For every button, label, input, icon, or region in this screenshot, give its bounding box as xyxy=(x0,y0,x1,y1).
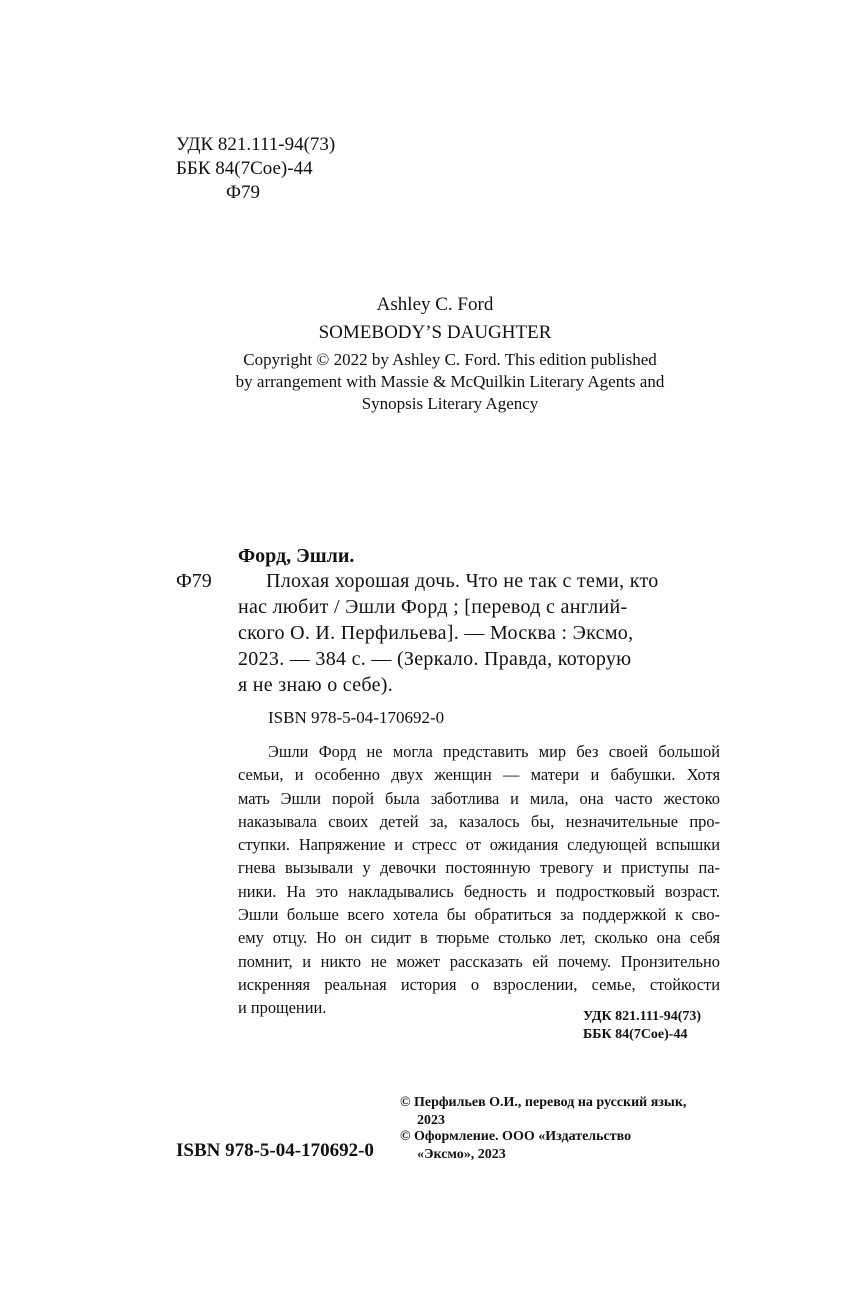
card-isbn: ISBN 978-5-04-170692-0 xyxy=(268,708,445,727)
translation-copyright xyxy=(400,1094,686,1130)
annotation-line: искренняя реальная история о взрослении, семье, стойкости xyxy=(238,974,720,994)
udk-top: УДК 821.111-94(73) xyxy=(176,134,336,155)
annotation-line: Эшли Форд не могла представить мир без своей большой xyxy=(268,742,720,761)
description-line: я не знаю о себе). xyxy=(238,674,394,696)
annotation-line: Эшли больше всего хотела бы обратиться за поддержкой к сво- xyxy=(238,905,720,925)
card-udk: УДК 821.111-94(73) xyxy=(583,1009,702,1024)
translation-copyright-line: © Перфильев О.И., перевод на русский язык, xyxy=(400,1095,687,1110)
copyright-line: by arrangement with Massie & McQuilkin Literary Agents and xyxy=(235,372,665,391)
original-title: SOMEBODY’S DAUGHTER xyxy=(318,322,552,343)
author-sign-top: Ф79 xyxy=(226,182,261,203)
bbk-top: ББК 84(7Сое)-44 xyxy=(176,158,313,179)
design-copyright-line: © Оформление. ООО «Издательство xyxy=(400,1129,632,1144)
isbn-bottom: ISBN 978-5-04-170692-0 xyxy=(176,1140,374,1161)
card-bbk: ББК 84(7Сое)-44 xyxy=(583,1027,688,1042)
translation-copyright-line: 2023 xyxy=(417,1113,445,1128)
card-description xyxy=(238,568,720,698)
annotation-line: гнева вызывали у девочки постоянную тревогу и приступы па- xyxy=(238,858,720,878)
description-line: ского О. И. Перфильева]. — Москва : Эксмо, xyxy=(238,622,634,644)
annotation-line: ступки. Напряжение и стресс от ожидания следующей вспышки xyxy=(238,835,720,855)
copyright-line: Copyright © 2022 by Ashley C. Ford. This edition published xyxy=(243,350,657,369)
annotation-line: семьи, и особенно двух женщин — матери и бабушки. Хотя xyxy=(238,765,720,785)
annotation xyxy=(238,740,720,1020)
design-copyright-line: «Эксмо», 2023 xyxy=(417,1147,506,1162)
original-author: Ashley C. Ford xyxy=(376,294,494,315)
description-line: Плохая хорошая дочь. Что не так с теми, кто xyxy=(266,570,659,592)
annotation-line: мать Эшли порой была заботлива и мила, она часто жестоко xyxy=(238,788,720,808)
annotation-line: наказывала своих детей за, казалось бы, незначительные про- xyxy=(238,811,720,831)
annotation-line: ему отцу. Но он сидит в тюрьме столько лет, сколько она себя xyxy=(238,928,720,948)
original-copyright xyxy=(150,349,750,415)
design-copyright xyxy=(400,1128,631,1164)
description-line: 2023. — 384 с. — (Зеркало. Правда, которую xyxy=(238,648,632,670)
copyright-line: Synopsis Literary Agency xyxy=(361,394,539,413)
description-line: нас любит / Эшли Форд ; [перевод с англий- xyxy=(238,596,628,618)
annotation-line: ники. На это накладывались бедность и подростковый возраст. xyxy=(238,881,720,901)
card-heading: Форд, Эшли. xyxy=(238,545,355,567)
card-code: Ф79 xyxy=(176,570,212,592)
annotation-line: и прощении. xyxy=(238,998,327,1018)
annotation-line: помнит, и никто не может рассказать ей почему. Пронзительно xyxy=(238,951,720,971)
